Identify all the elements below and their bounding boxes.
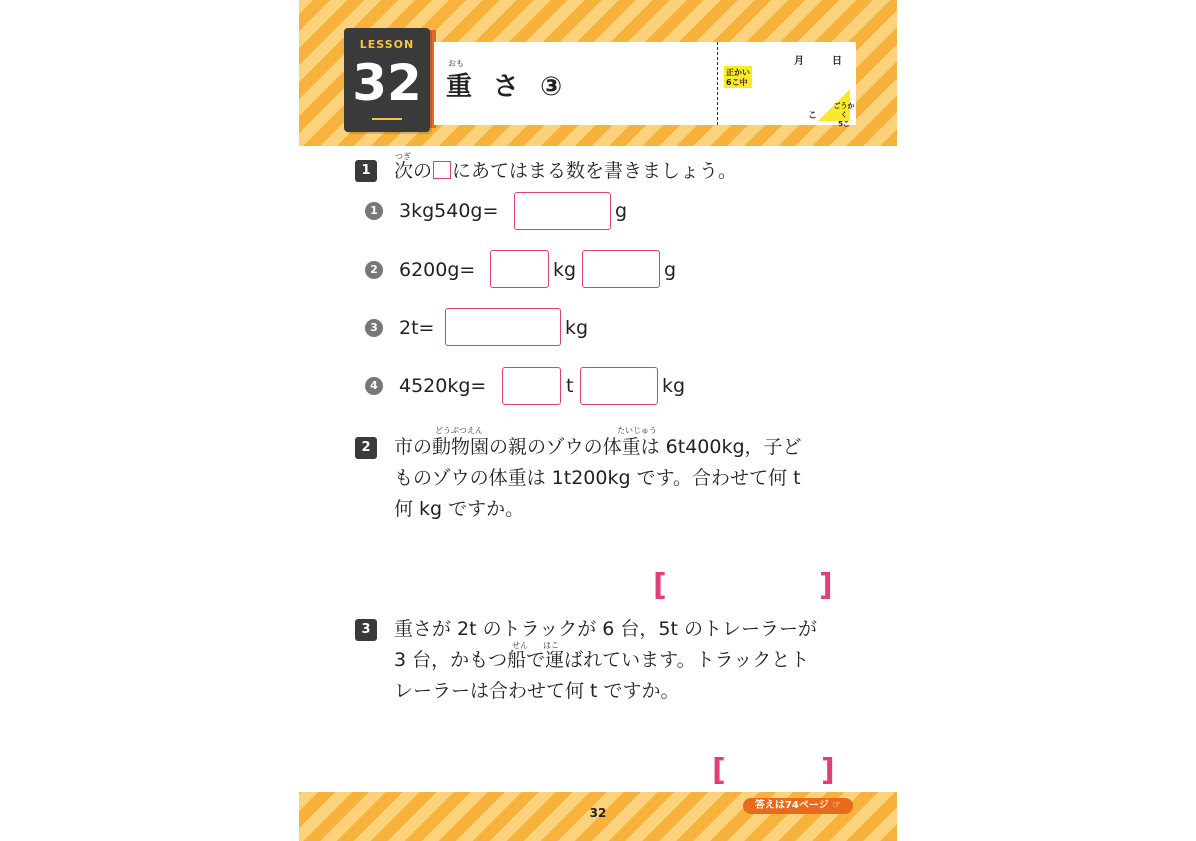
workbook-page	[299, 0, 897, 841]
q1-ruby: つぎ	[395, 152, 411, 161]
answer-box-3[interactable]	[445, 308, 561, 346]
title-ruby: おも	[448, 59, 464, 68]
item-3-unit: kg	[565, 317, 589, 339]
item-1-unit: g	[615, 200, 628, 222]
q3-ruby-2: はこ	[543, 641, 559, 650]
item-3-number: 3	[365, 319, 383, 337]
question-3-line-2: 3 台，かもつ船で運ばれています。トラックとト	[394, 649, 810, 671]
item-1-expr: 3kg540g=	[399, 200, 499, 222]
lesson-label: LESSON	[359, 38, 415, 51]
item-2-unit1: kg	[553, 259, 577, 281]
lesson-number: 32	[352, 54, 422, 112]
question-2-badge: 2	[355, 437, 377, 459]
q3-ruby-1: せん	[512, 641, 528, 650]
item-4-expr: 4520kg=	[399, 375, 487, 397]
item-4-number: 4	[365, 377, 383, 395]
answer-bracket-right-3: ]	[821, 753, 835, 788]
question-2-line-3: 何 kg ですか。	[394, 498, 525, 520]
question-3-badge: 3	[355, 619, 377, 641]
lesson-underline	[372, 118, 402, 120]
item-1-number: 1	[365, 202, 383, 220]
score-label: 正かい 6こ中	[726, 68, 750, 87]
page-title: 重 さ ③	[446, 72, 569, 102]
answer-box-1[interactable]	[514, 192, 611, 230]
answer-bracket-left-3: [	[712, 753, 726, 788]
day-label: 日	[832, 56, 842, 67]
item-3-expr: 2t=	[399, 317, 435, 339]
question-1-text: 次の にあてはまる数を書きましょう。	[394, 160, 738, 182]
question-2-line-2: ものゾウの体重は 1t200kg です。合わせて何 t	[394, 467, 801, 489]
item-2-unit2: g	[664, 259, 677, 281]
page-number: 32	[589, 806, 607, 820]
question-3-line-1: 重さが 2t のトラックが 6 台，5t のトレーラーが	[394, 618, 817, 640]
answer-box-4a[interactable]	[502, 367, 561, 405]
lesson-badge	[344, 28, 430, 132]
blank-example-box	[433, 161, 451, 179]
question-1-badge: 1	[355, 160, 377, 182]
answer-box-4b[interactable]	[580, 367, 658, 405]
answer-box-2b[interactable]	[582, 250, 660, 288]
answer-reference: 答えは74ページ ☞	[743, 798, 853, 814]
title-box	[434, 42, 856, 128]
q2-ruby-1: どうぶつえん	[435, 426, 483, 435]
item-2-number: 2	[365, 261, 383, 279]
answer-bracket-right-2: ]	[819, 568, 833, 603]
question-2-line-1: 市の動物園の親のゾウの体重は 6t400kg，子ど	[394, 436, 802, 458]
answer-box-2a[interactable]	[490, 250, 549, 288]
item-4-unit2: kg	[662, 375, 686, 397]
item-4-unit1: t	[566, 375, 574, 397]
answer-bracket-left-2: [	[653, 568, 667, 603]
pass-mark-label: ごうかく 5こ	[833, 102, 855, 128]
question-3-line-3: レーラーは合わせて何 t ですか。	[394, 680, 680, 702]
month-label: 月	[794, 56, 804, 67]
item-2-expr: 6200g=	[399, 259, 476, 281]
cut-line	[717, 42, 718, 125]
score-unit: こ	[808, 111, 818, 121]
q2-ruby-2: たいじゅう	[617, 426, 657, 435]
